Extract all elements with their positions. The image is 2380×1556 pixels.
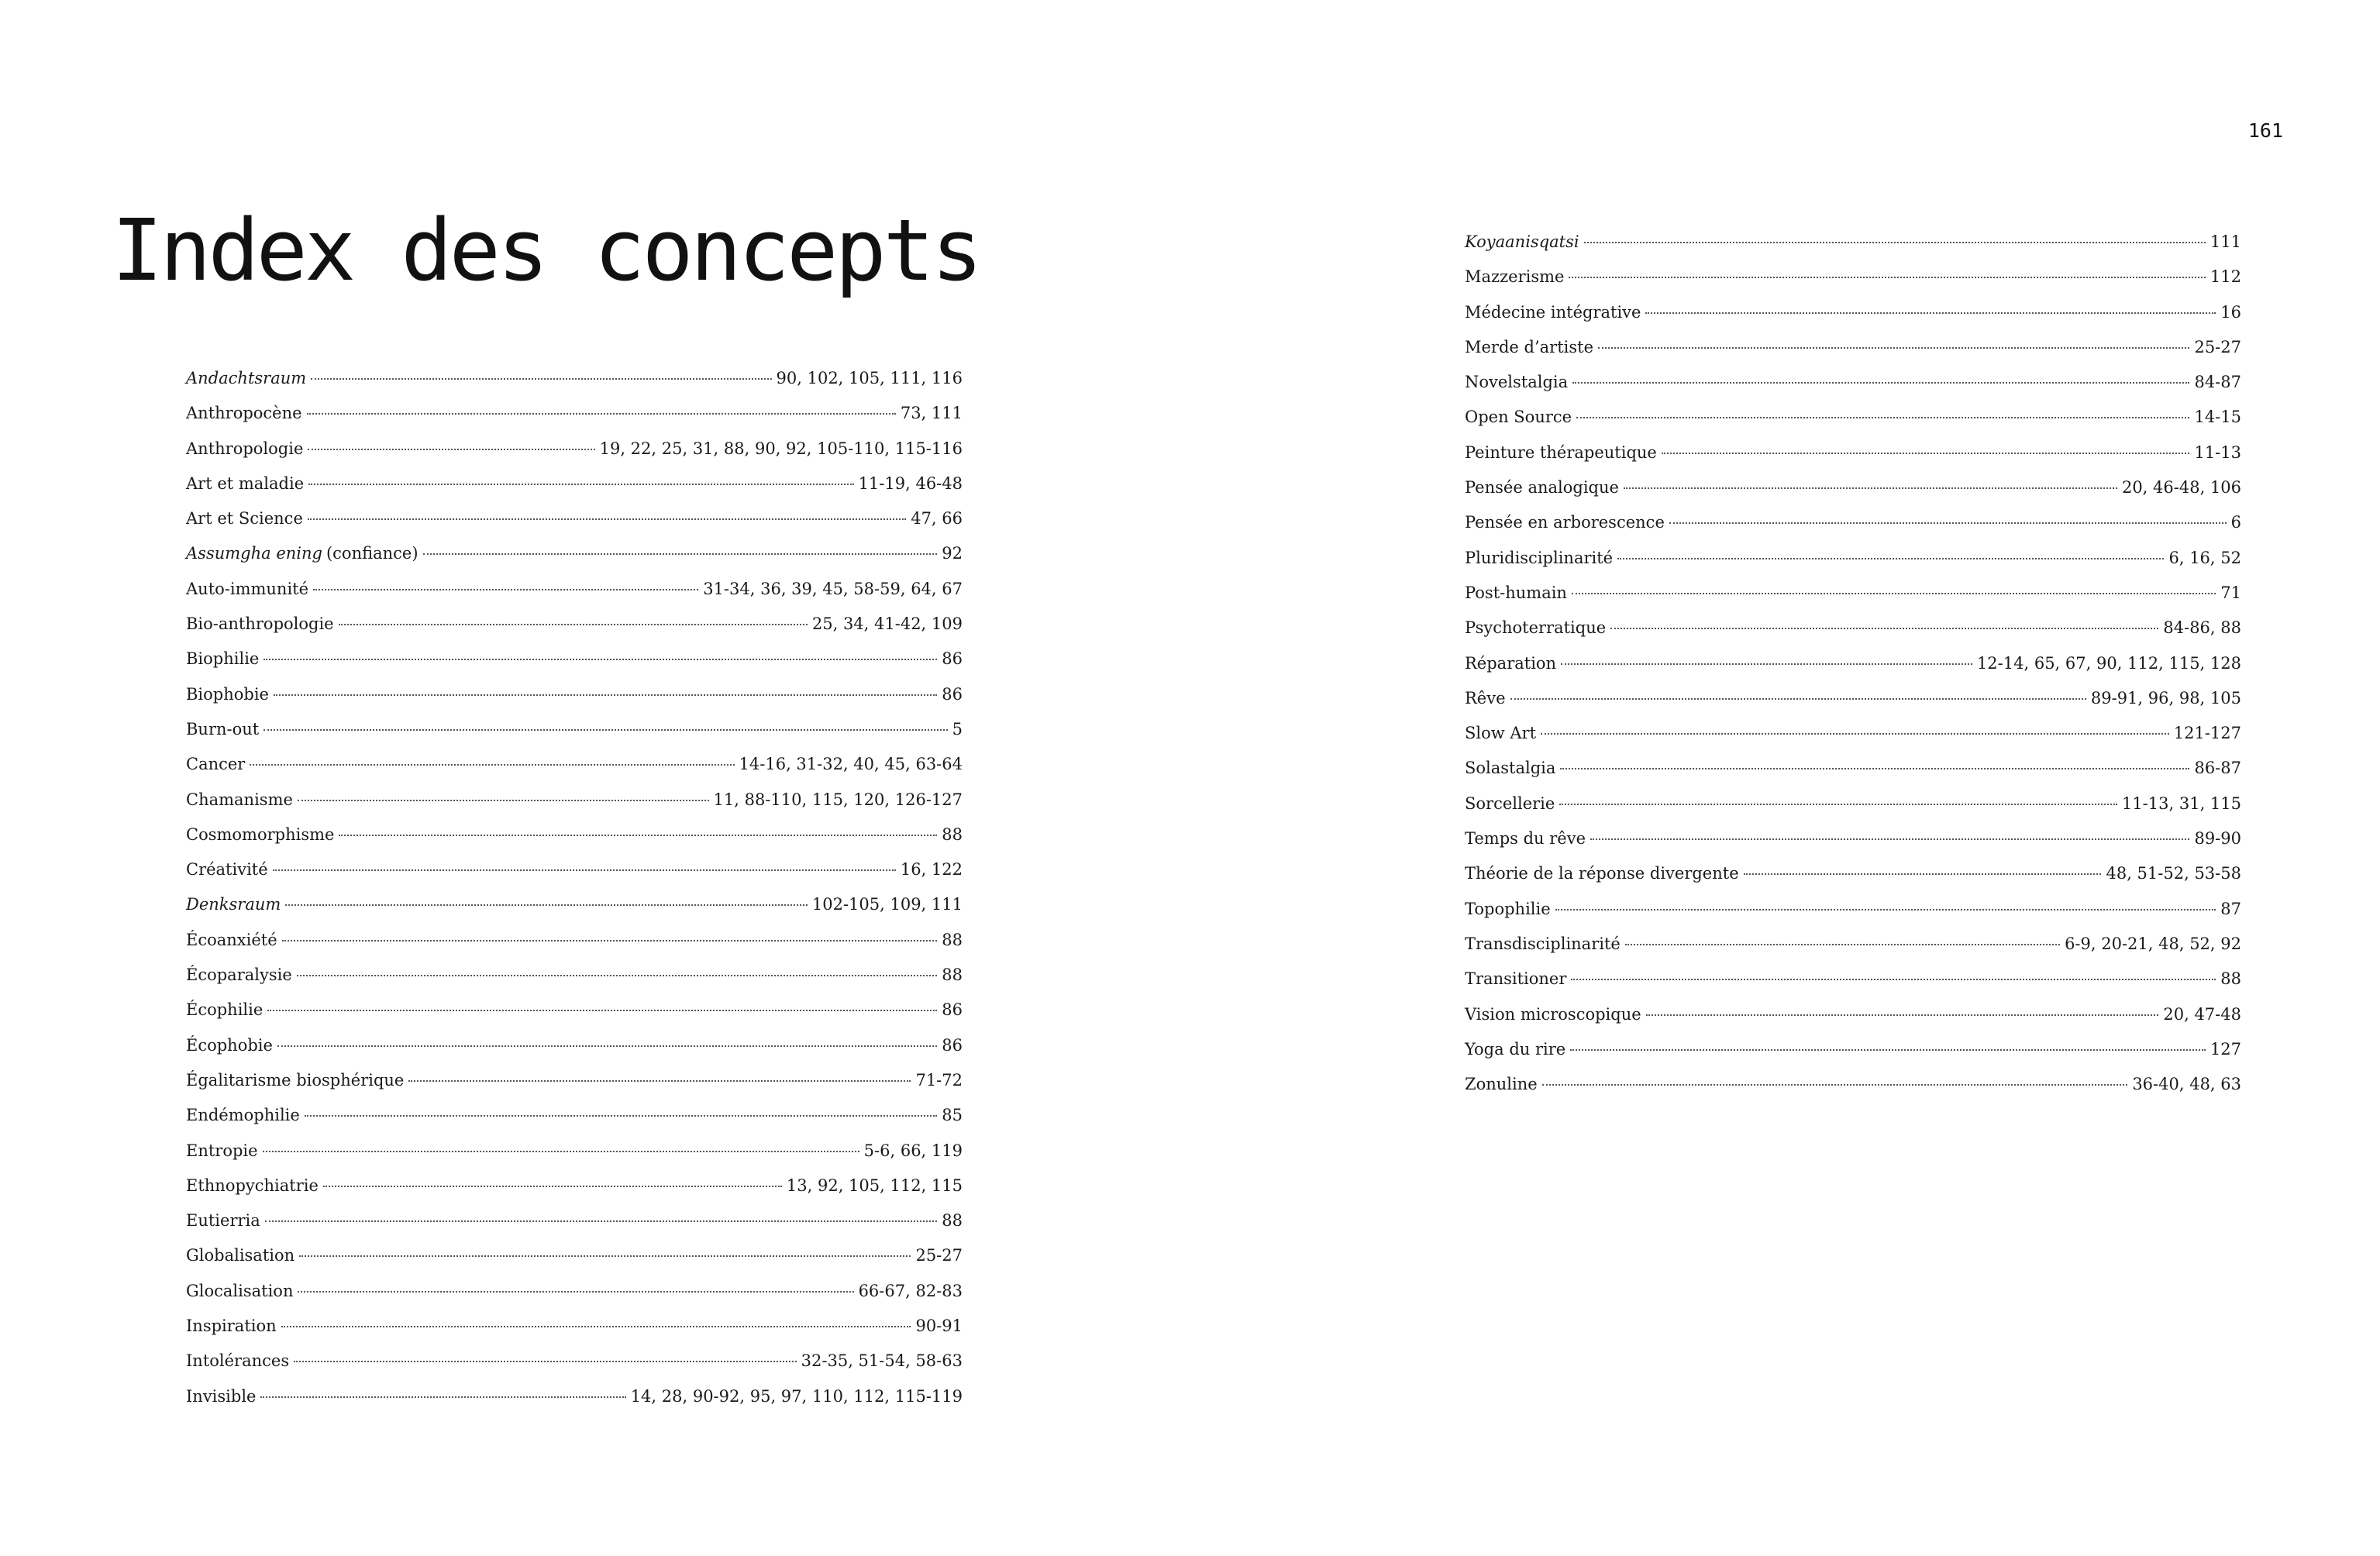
index-page-refs: 121-127 [2173,724,2241,743]
index-entry [1465,962,2241,997]
dot-leader [260,1396,625,1398]
index-page-refs: 86 [942,1035,963,1055]
index-term: Topophilie [1465,899,1551,918]
index-term: Ethnopychiatrie [186,1176,319,1195]
dot-leader [1561,663,1972,665]
index-page-refs: 14, 28, 90-92, 95, 97, 110, 112, 115-119 [630,1386,963,1406]
dot-leader [308,518,906,520]
dot-leader [298,800,709,801]
dot-leader [294,1361,797,1362]
index-entry [186,852,963,887]
index-term: Pensée analogique [1465,478,1619,497]
page-number: 161 [2247,119,2283,142]
index-term: Sorcellerie [1465,793,1555,813]
dot-leader [1646,1014,2159,1016]
index-entry [186,642,963,676]
index-page-refs: 86 [942,649,963,669]
index-term: Bio-anthropologie [186,614,334,634]
index-term: Inspiration [186,1317,277,1336]
dot-leader [423,553,938,555]
index-term: Invisible [186,1386,257,1406]
dot-leader [1584,242,2206,243]
index-term: Transdisciplinarité [1465,934,1621,953]
dot-leader [305,1115,937,1117]
index-page-refs: 20, 46-48, 106 [2121,478,2241,497]
index-entry [186,887,963,922]
index-entry [186,572,963,607]
dot-leader [1624,487,2117,489]
index-term: Assumgha ening [186,544,322,563]
dot-leader [1576,417,2189,418]
index-entry [186,677,963,712]
index-column-left [186,361,963,1414]
index-term: Yoga du rire [1465,1039,1566,1059]
index-page-refs: 85 [942,1106,963,1125]
dot-leader [263,659,937,660]
dot-leader [1662,453,2190,454]
index-page-refs: 11-19, 46-48 [858,473,963,493]
index-entry [186,1134,963,1169]
dot-leader [1610,628,2158,629]
index-entry [1465,821,2241,856]
index-entry [1465,295,2241,330]
index-page-refs: 86 [942,1000,963,1020]
dot-leader [1572,382,2189,384]
index-entry [1465,435,2241,470]
index-page-refs: 88 [942,1211,963,1231]
dot-leader [1542,1084,2128,1086]
index-term: Écophilie [186,1000,263,1020]
index-entry [1465,646,2241,681]
index-term: Théorie de la réponse divergente [1465,864,1739,883]
index-term: Anthropologie [186,439,304,458]
index-term: Pluridisciplinarité [1465,548,1614,567]
index-page-refs: 13, 92, 105, 112, 115 [786,1176,963,1195]
index-page-refs: 11, 88-110, 115, 120, 126-127 [713,790,963,809]
index-page-refs: 25, 34, 41-42, 109 [811,614,963,634]
index-entry [186,1344,963,1379]
index-term: Entropie [186,1141,258,1160]
index-entry [186,1379,963,1414]
index-page-refs: 90, 102, 105, 111, 116 [776,369,963,387]
index-entry [1465,856,2241,891]
index-page-refs: 89-91, 96, 98, 105 [2090,688,2241,707]
dot-leader [1590,838,2189,840]
index-page-refs: 14-16, 31-32, 40, 45, 63-64 [739,755,963,774]
index-term: Endémophilie [186,1106,300,1125]
dot-leader [308,484,853,485]
index-page-refs: 89-90 [2194,829,2241,849]
index-term: Cancer [186,755,246,774]
dot-leader [299,1255,911,1257]
dot-leader [1572,593,2216,594]
index-term: Écoanxiété [186,930,277,949]
dot-leader [1645,312,2216,314]
index-term: Créativité [186,860,268,880]
index-page-refs: 71-72 [915,1070,963,1090]
index-page-refs: 84-86, 88 [2163,618,2241,638]
dot-leader [1569,277,2205,278]
index-term: Peinture thérapeutique [1465,442,1657,462]
index-entry [186,396,963,431]
index-term: Cosmomorphisme [186,824,335,844]
index-entry [1465,997,2241,1032]
index-entry [186,432,963,466]
index-term: Post-humain [1465,583,1567,602]
index-page-refs: 32-35, 51-54, 58-63 [801,1351,963,1371]
index-entry [186,993,963,1028]
index-term: Intolérances [186,1351,290,1371]
index-page-refs: 6 [2230,513,2241,532]
dot-leader [277,1045,937,1047]
index-term: Biophilie [186,649,260,669]
dot-leader [263,1151,859,1152]
index-page-refs: 112 [2210,267,2241,287]
dot-leader [274,694,937,696]
index-term: Open Source [1465,408,1572,427]
index-term: Andachtsraum [186,369,307,387]
index-page-refs: 47, 66 [911,509,963,528]
index-column-right [1465,225,2241,1102]
dot-leader [250,764,734,766]
index-term: Novelstalgia [1465,373,1569,392]
index-entry [186,1238,963,1273]
dot-leader [1617,558,2164,559]
index-term: Globalisation [186,1246,295,1265]
index-entry [1465,611,2241,645]
index-entry [186,923,963,958]
dot-leader [1625,944,2060,945]
index-entry [186,818,963,852]
index-term: Anthropocène [186,404,302,423]
index-page-refs: 88 [942,824,963,844]
index-page-refs: 36-40, 48, 63 [2132,1075,2241,1094]
index-term: Solastalgia [1465,759,1556,778]
index-entry [1465,576,2241,611]
index-entry [1465,892,2241,927]
index-term: Égalitarisme biosphérique [186,1070,405,1090]
index-term: Écophobie [186,1035,273,1055]
index-term: Biophobie [186,684,269,704]
index-term: Art et maladie [186,473,305,493]
index-page-refs: 12-14, 65, 67, 90, 112, 115, 128 [1976,653,2241,673]
index-page-refs: 87 [2220,899,2241,918]
index-page-refs: 66-67, 82-83 [858,1281,963,1300]
index-term: Écoparalysie [186,966,292,985]
index-entry [186,1098,963,1133]
index-term: Eutierria [186,1211,260,1231]
index-term: Pensée en arborescence [1465,513,1665,532]
dot-leader [267,1010,937,1011]
dot-leader [308,449,594,450]
index-page-refs: 20, 47-48 [2163,1004,2241,1024]
index-term: Merde d’artiste [1465,337,1593,356]
index-term: Burn-out [186,719,260,738]
dot-leader [313,589,698,590]
index-page-refs: 6-9, 20-21, 48, 52, 92 [2065,934,2241,953]
dot-leader [1570,1049,2206,1051]
dot-leader [408,1080,911,1082]
index-term: Réparation [1465,653,1557,673]
index-entry [1465,225,2241,260]
index-entry [186,1063,963,1098]
dot-leader [323,1186,782,1187]
index-page-refs: 48, 51-52, 53-58 [2106,864,2241,883]
index-page-refs: 127 [2210,1039,2241,1059]
index-entry [1465,400,2241,435]
index-entry [186,1274,963,1309]
dot-leader [281,1326,911,1327]
index-term: Rêve [1465,688,1506,707]
index-page-refs: 25-27 [915,1246,963,1265]
index-page-refs: 5-6, 66, 119 [863,1141,963,1160]
dot-leader [1559,804,2117,805]
index-term: Psychoterratique [1465,618,1607,638]
dot-leader [1744,873,2102,875]
index-page-refs: 84-87 [2194,373,2241,392]
index-page-refs: 11-13 [2194,442,2241,462]
dot-leader [339,624,808,625]
dot-leader [311,378,771,380]
index-entry [186,501,963,536]
dot-leader [1510,698,2086,700]
index-entry [1465,330,2241,365]
index-page-refs: 19, 22, 25, 31, 88, 90, 92, 105-110, 115-116 [599,439,963,458]
index-entry [1465,470,2241,505]
index-entry [1465,927,2241,962]
index-entry [1465,1067,2241,1102]
index-term: Auto-immunité [186,579,309,598]
index-page-refs: 88 [2220,969,2241,989]
dot-leader [1669,522,2227,524]
index-page-refs: 16, 122 [900,860,963,880]
index-page-refs: 11-13, 31, 115 [2121,793,2241,813]
index-entry [1465,505,2241,540]
dot-leader [339,835,937,836]
index-entry [186,1169,963,1203]
index-page-refs: 16 [2220,302,2241,322]
dot-leader [298,1291,853,1293]
index-entry [186,1309,963,1344]
index-page-refs: 71 [2220,583,2241,602]
index-entry [186,958,963,993]
index-page-refs: 86 [942,684,963,704]
dot-leader [282,940,938,942]
index-term: Vision microscopique [1465,1004,1641,1024]
index-entry [1465,541,2241,576]
index-entry [186,1028,963,1063]
index-entry [1465,787,2241,821]
index-page-refs: 14-15 [2194,408,2241,427]
index-term: Koyaanisqatsi [1465,232,1579,251]
index-term-note: (confiance) [325,544,418,563]
dot-leader [273,869,896,871]
index-page-refs: 86-87 [2194,759,2241,778]
index-term: Zonuline [1465,1075,1538,1094]
index-entry [186,466,963,501]
dot-leader [1560,768,2189,769]
index-page-refs: 102-105, 109, 111 [811,895,963,914]
dot-leader [263,729,947,731]
index-page-refs: 6, 16, 52 [2168,548,2241,567]
index-page-refs: 73, 111 [900,404,963,423]
index-entry [1465,260,2241,294]
dot-leader [1571,979,2216,980]
index-term: Glocalisation [186,1281,294,1300]
index-entry [186,712,963,747]
index-entry [186,747,963,782]
dot-leader [1555,909,2216,911]
dot-leader [1598,347,2189,349]
index-entry [186,607,963,642]
index-page-refs: 111 [2210,232,2241,251]
page-title: Index des concepts [112,201,980,300]
index-page-refs: 92 [942,544,963,563]
index-entry [1465,751,2241,786]
index-term: Temps du rêve [1465,829,1586,849]
index-term: Transitioner [1465,969,1567,989]
index-entry [186,783,963,818]
index-term: Chamanisme [186,790,293,809]
index-entry [1465,365,2241,400]
index-entry [1465,681,2241,716]
dot-leader [297,975,938,976]
index-term: Denksraum [186,895,281,914]
index-entry [1465,716,2241,751]
index-entry [186,361,963,396]
index-term: Art et Science [186,509,303,528]
index-page-refs: 88 [942,930,963,949]
index-page-refs: 88 [942,966,963,985]
dot-leader [265,1220,938,1222]
dot-leader [1541,733,2169,735]
index-page-refs: 5 [952,719,963,738]
index-term: Médecine intégrative [1465,302,1641,322]
dot-leader [285,904,808,906]
index-entry [186,536,963,571]
dot-leader [307,413,896,415]
index-page-refs: 25-27 [2194,337,2241,356]
index-entry [1465,1032,2241,1067]
index-term: Mazzerisme [1465,267,1565,287]
index-entry [186,1203,963,1238]
index-page-refs: 90-91 [915,1317,963,1336]
index-page-refs: 31-34, 36, 39, 45, 58-59, 64, 67 [703,579,963,598]
index-term: Slow Art [1465,724,1537,743]
